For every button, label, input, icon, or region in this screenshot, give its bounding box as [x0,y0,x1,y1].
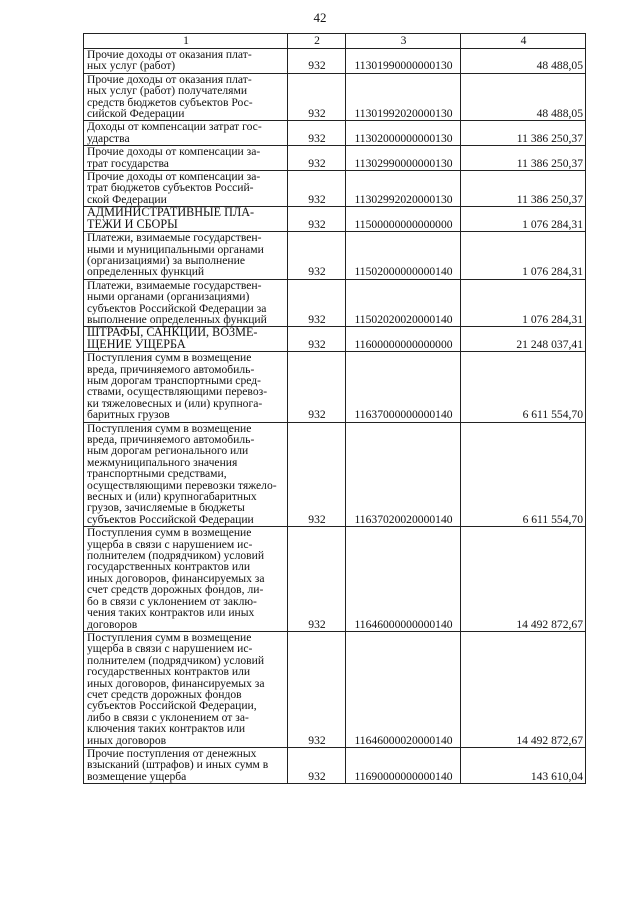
row-amount-cell: 6 611 554,70 [461,352,586,422]
row-amount-cell: 14 492 872,67 [461,631,586,747]
table-row [84,352,586,422]
row-name-cell: Платежи, взимаемые государствен- ными органами (организациями) субъектов Российской Федерации за выполнение определенных функций [84,279,288,327]
row-amount-cell: 48 488,05 [461,49,586,74]
row-amount-cell: 11 386 250,37 [461,121,586,146]
row-revenue-code-cell: 11302990000000130 [346,146,461,171]
row-revenue-code-cell: 11302992020000130 [346,171,461,207]
table-row [84,631,586,747]
table-row [84,146,586,171]
row-name-cell: ШТРАФЫ, САНКЦИИ, ВОЗМЕ- ЩЕНИЕ УЩЕРБА [84,327,288,352]
row-name-cell: Поступления сумм в возмещение вреда, причиняемого автомобиль- ным дорогам регионального или межмуниципального значения транспортными средствами, осуществляющими перевозки тяжело- весных и (или) крупногабаритных грузов, зачисляемые в бюджеты субъектов Российской Федерации [84,422,288,527]
row-admin-code-cell: 932 [288,73,346,121]
row-admin-code-cell: 932 [288,422,346,527]
row-name-cell: Прочие доходы от компенсации за- трат государства [84,146,288,171]
row-revenue-code-cell: 11690000000000140 [346,747,461,783]
row-admin-code-cell: 932 [288,327,346,352]
table-row [84,747,586,783]
row-name-cell: Прочие поступления от денежных взысканий (штрафов) и иных сумм в возмещение ущерба [84,747,288,783]
column-header-amount: 4 [461,34,586,49]
row-revenue-code-cell: 11646000000000140 [346,527,461,632]
table-row [84,207,586,232]
table-row [84,49,586,74]
revenue-table [83,33,586,784]
row-admin-code-cell: 932 [288,747,346,783]
row-name-cell: Доходы от компенсации затрат гос- ударства [84,121,288,146]
row-admin-code-cell: 932 [288,207,346,232]
row-amount-cell: 14 492 872,67 [461,527,586,632]
header-row [84,34,586,49]
row-name-cell: Платежи, взимаемые государствен- ными и муниципальными органами (организациями) за выполнение определенных функций [84,232,288,280]
row-amount-cell: 143 610,04 [461,747,586,783]
page-number: 42 [313,10,327,25]
table-row [84,73,586,121]
row-name-cell: Поступления сумм в возмещение ущерба в связи с нарушением ис- полнителем (подрядчиком) условий государственных контрактов или иных договоров, финансируемых за счет средств дорожных фондов субъектов Российской Федерации, либо в связи с уклонением от за- ключения таких контрактов или иных договоров [84,631,288,747]
column-header-code: 3 [346,34,461,49]
row-name-cell: Поступления сумм в возмещение ущерба в связи с нарушением ис- полнителем (подрядчиком) условий государственных контрактов или иных договоров, финансируемых за счет средств дорожных фондов, ли- бо в связи с уклонением от заклю- чения таких контрактов или иных договоров [84,527,288,632]
row-revenue-code-cell: 11502020020000140 [346,279,461,327]
table-row [84,422,586,527]
row-amount-cell: 1 076 284,31 [461,279,586,327]
row-admin-code-cell: 932 [288,527,346,632]
row-admin-code-cell: 932 [288,146,346,171]
row-admin-code-cell: 932 [288,121,346,146]
row-revenue-code-cell: 11500000000000000 [346,207,461,232]
row-name-cell: Прочие доходы от компенсации за- трат бюджетов субъектов Россий- ской Федерации [84,171,288,207]
row-admin-code-cell: 932 [288,631,346,747]
row-amount-cell: 6 611 554,70 [461,422,586,527]
row-amount-cell: 48 488,05 [461,73,586,121]
table-row [84,171,586,207]
row-name-cell: Прочие доходы от оказания плат- ных услуг (работ) получателями средств бюджетов субъектов Рос- сийской Федерации [84,73,288,121]
row-revenue-code-cell: 11301990000000130 [346,49,461,74]
row-revenue-code-cell: 11600000000000000 [346,327,461,352]
row-admin-code-cell: 932 [288,171,346,207]
row-revenue-code-cell: 11637020020000140 [346,422,461,527]
table-row [84,527,586,632]
row-revenue-code-cell: 11637000000000140 [346,352,461,422]
column-header-name: 1 [84,34,288,49]
row-admin-code-cell: 932 [288,232,346,280]
row-admin-code-cell: 932 [288,49,346,74]
row-revenue-code-cell: 11646000020000140 [346,631,461,747]
row-amount-cell: 1 076 284,31 [461,207,586,232]
row-amount-cell: 21 248 037,41 [461,327,586,352]
row-name-cell: Прочие доходы от оказания плат- ных услуг (работ) [84,49,288,74]
row-amount-cell: 11 386 250,37 [461,171,586,207]
table-row [84,232,586,280]
table-row [84,279,586,327]
row-name-cell: Поступления сумм в возмещение вреда, причиняемого автомобиль- ным дорогам транспортными сред- ствами, осуществляющими перевоз- ки тяжеловесных и (или) крупнога- баритных грузов [84,352,288,422]
row-revenue-code-cell: 11302000000000130 [346,121,461,146]
row-name-cell: АДМИНИСТРАТИВНЫЕ ПЛА- ТЕЖИ И СБОРЫ [84,207,288,232]
table-row [84,327,586,352]
row-revenue-code-cell: 11502000000000140 [346,232,461,280]
row-amount-cell: 1 076 284,31 [461,232,586,280]
row-amount-cell: 11 386 250,37 [461,146,586,171]
column-header-admin: 2 [288,34,346,49]
table-row [84,121,586,146]
row-admin-code-cell: 932 [288,279,346,327]
row-admin-code-cell: 932 [288,352,346,422]
row-revenue-code-cell: 11301992020000130 [346,73,461,121]
